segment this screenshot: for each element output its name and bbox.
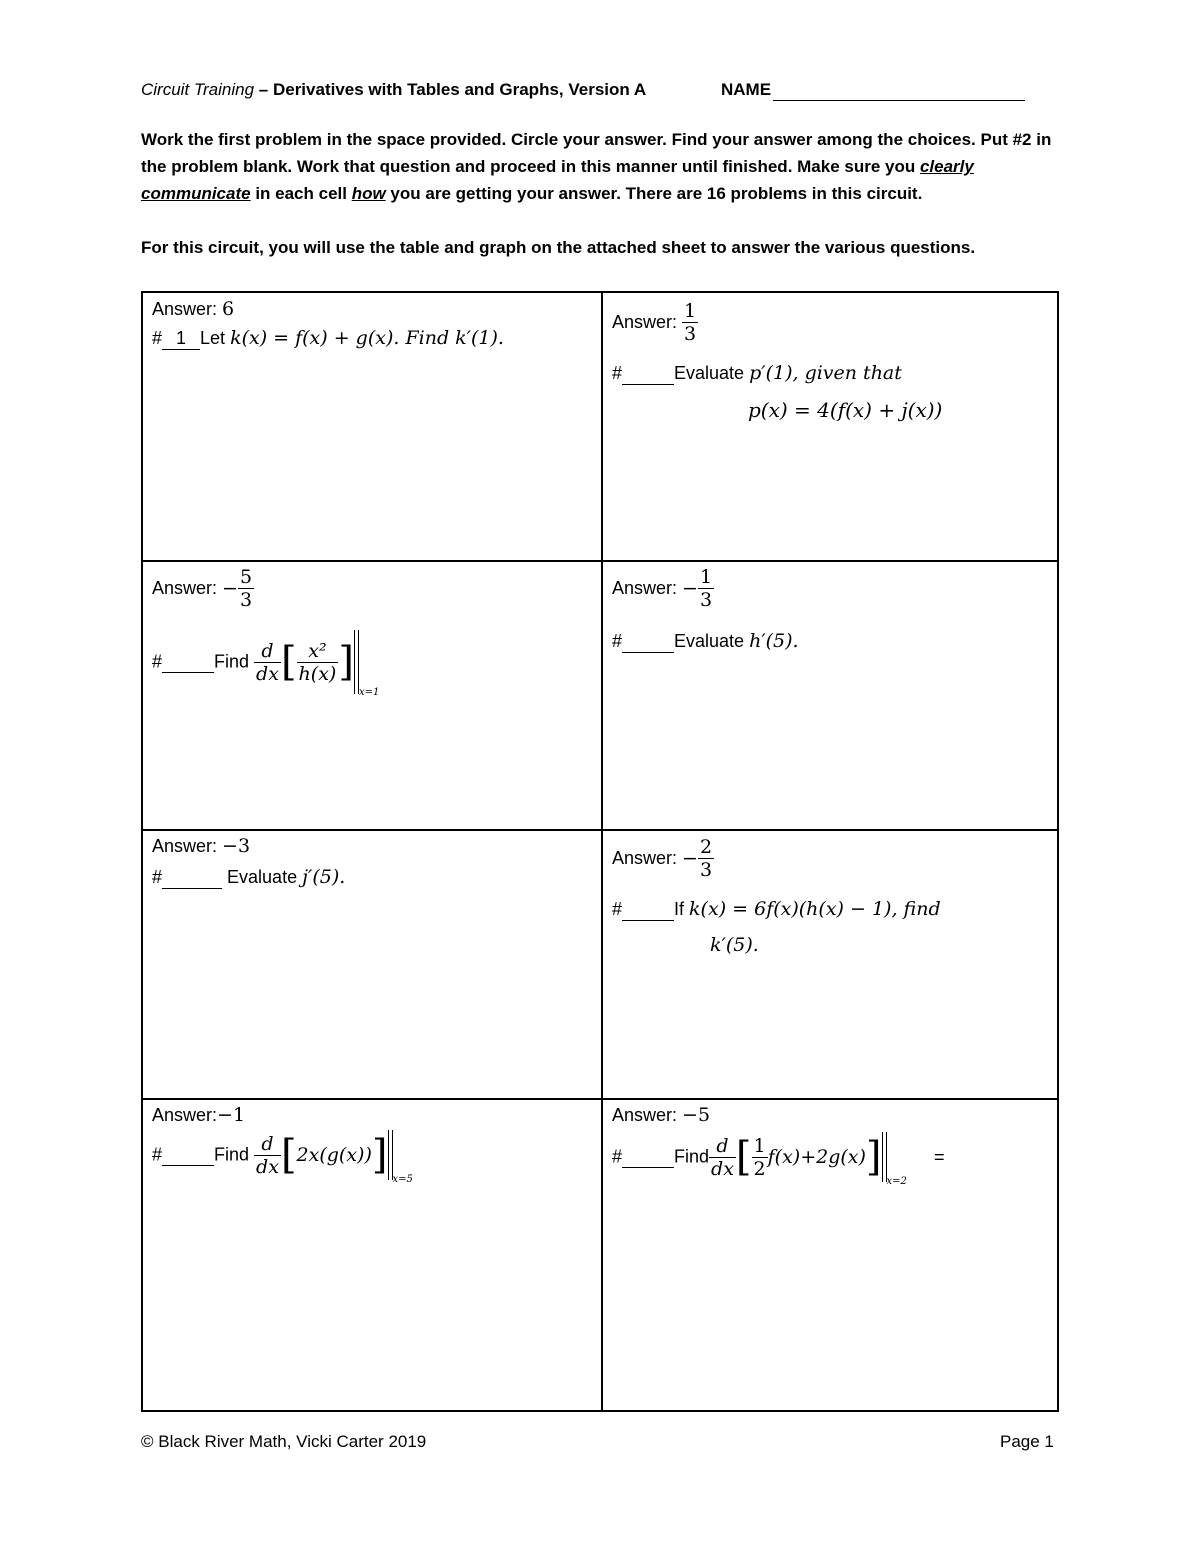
cell-4-problem: # Evaluate h′(5).: [612, 630, 799, 652]
evaluation-point: x=1: [358, 686, 380, 698]
dx-symbol: dx: [711, 1157, 734, 1180]
dx-symbol: dx: [256, 1155, 279, 1178]
answer-numerator: 2: [699, 836, 713, 858]
cell-8-answer: [612, 1104, 710, 1126]
dx-symbol: dx: [256, 662, 279, 685]
answer-sign: −: [682, 847, 698, 870]
problem-prompt: Find: [214, 651, 250, 672]
cell-7-problem: # Find $\frac{d}{dx}$ $[2x(g(x))]_{x=5}$: [152, 1132, 413, 1185]
derivative-operator: [709, 1135, 736, 1180]
inner-numerator: x²: [297, 640, 339, 663]
inner-expression: 2x(g(x)): [296, 1144, 372, 1166]
cell-2-problem: # Evaluate p′(1), given that: [612, 362, 902, 384]
grid-divider-row3: [141, 1098, 1059, 1100]
problem-prompt: Evaluate: [674, 363, 745, 383]
answer-fraction: [238, 566, 254, 611]
title-italic: Circuit Training: [141, 80, 255, 99]
cell-6-answer: [612, 836, 714, 881]
cell-7-answer: [152, 1104, 245, 1126]
problem-expression: k(x) = f(x) + g(x). Find k′(1).: [230, 327, 504, 349]
cell-6-find-expression: k′(5).: [710, 934, 759, 956]
evaluation-bar: [354, 630, 359, 694]
cell-5-problem: # Evaluate j′(5).: [152, 866, 346, 888]
cell-2-given-expression: p(x) = 4(f(x) + j(x)): [748, 398, 943, 422]
half-fraction: [752, 1135, 768, 1180]
footer-copyright: © Black River Math, Vicki Carter 2019: [141, 1432, 427, 1451]
cell-1-answer: [152, 298, 234, 320]
worksheet-title: [141, 80, 646, 100]
problem-prompt: Find: [214, 1144, 250, 1165]
answer-label: Answer:: [612, 578, 678, 598]
derivative-operator: [254, 640, 281, 685]
answer-fraction: [698, 836, 714, 881]
answer-label: Answer:: [152, 299, 218, 319]
problem-number-blank[interactable]: 1: [162, 328, 200, 350]
answer-numerator: 1: [699, 566, 713, 588]
problem-number-blank[interactable]: [622, 1146, 674, 1168]
d-symbol: d: [261, 639, 274, 662]
instructions-text-b: in each cell: [250, 184, 352, 203]
instructions-paragraph: [141, 126, 1061, 207]
answer-label: Answer:: [612, 1105, 678, 1125]
title-rest: – Derivatives with Tables and Graphs, Version A: [254, 80, 647, 99]
inner-fraction: [297, 640, 339, 685]
derivative-operator: [254, 1133, 281, 1178]
problem-expression: j′(5).: [302, 866, 346, 888]
emphasis-clearly: clearly: [919, 157, 974, 176]
grid-divider-row2: [141, 829, 1059, 831]
problem-prompt: If: [674, 899, 685, 919]
answer-denominator: 3: [699, 859, 713, 881]
cell-4-answer: [612, 566, 714, 611]
answer-label: Answer:: [152, 1105, 218, 1125]
problem-expression: p′(1), given that: [749, 362, 902, 384]
answer-value: −5: [682, 1104, 711, 1126]
problem-expression: h′(5).: [749, 630, 799, 652]
problem-number-blank[interactable]: [622, 363, 674, 385]
evaluation-bar: [882, 1132, 887, 1182]
cell-6-problem: # If k(x) = 6f(x)(h(x) − 1), find: [612, 898, 941, 920]
half-numerator: 1: [753, 1134, 766, 1157]
grid-divider-row1: [141, 560, 1059, 562]
cell-3-problem: # Find $\frac{d}{dx}$ [ $\frac{\text{x²}}{h(x)}$ ]$_{x=1}$: [152, 630, 379, 698]
answer-sign: −: [222, 577, 238, 600]
cell-8-problem: # Find $\frac{d}{dx}$ [ $\frac{1}{2}$ $f(x)+2g(x)]_{x=2}$ =: [612, 1134, 945, 1187]
problem-expression: k(x) = 6f(x)(h(x) − 1), find: [689, 898, 941, 920]
answer-numerator: 5: [239, 566, 253, 588]
answer-label: Answer:: [612, 312, 678, 332]
d-symbol: d: [261, 1132, 274, 1155]
problem-prompt: Evaluate: [674, 631, 745, 651]
answer-value: −1: [217, 1104, 246, 1126]
half-denominator: 2: [753, 1157, 766, 1180]
inner-expression: f(x)+2g(x): [767, 1146, 866, 1168]
answer-value: 6: [222, 298, 235, 320]
emphasis-how: how: [351, 184, 386, 203]
d-symbol: d: [716, 1134, 729, 1157]
circuit-note: For this circuit, you will use the table and graph on the attached sheet to answer the various questions.: [141, 238, 976, 257]
instructions-text-c: you are getting your answer. There are 16 problems in this circuit.: [385, 184, 923, 203]
answer-denominator: 3: [239, 589, 253, 611]
problem-prompt: Let: [200, 328, 226, 348]
evaluation-bar: [388, 1130, 393, 1180]
cell-1-problem: # 1 Let k(x) = f(x) + g(x). Find k′(1).: [152, 327, 504, 349]
answer-label: Answer:: [152, 836, 218, 856]
name-blank-line[interactable]: [773, 100, 1025, 101]
problem-prompt: Find: [674, 1146, 710, 1167]
grid-divider-vertical: [601, 291, 603, 1412]
problem-number-blank[interactable]: [162, 651, 214, 673]
answer-label: Answer:: [152, 578, 218, 598]
equals-sign: =: [933, 1146, 945, 1167]
footer-page-number: Page 1: [1000, 1432, 1054, 1451]
instructions-text-a: Work the first problem in the space provided. Circle your answer. Find your answer among the choices. Put #2 in the problem blank. Work that question and proceed in this manner until finished. Make sure you: [141, 130, 1052, 176]
problem-prompt: Evaluate: [227, 867, 298, 887]
inner-denominator: h(x): [298, 662, 337, 685]
evaluation-point: x=5: [392, 1173, 413, 1185]
problem-number-blank[interactable]: [162, 867, 222, 889]
cell-5-answer: [152, 835, 250, 857]
evaluation-point: x=2: [886, 1175, 907, 1187]
answer-denominator: 3: [699, 589, 713, 611]
answer-denominator: 3: [684, 323, 697, 345]
cell-2-answer: [612, 300, 698, 345]
answer-fraction: [682, 300, 698, 345]
problem-number-blank[interactable]: [622, 899, 674, 921]
name-label: NAME: [721, 80, 772, 99]
problem-grid: [141, 291, 1059, 1412]
answer-sign: −: [682, 577, 698, 600]
answer-numerator: 1: [684, 300, 697, 322]
emphasis-communicate: communicate: [141, 184, 251, 203]
answer-label: Answer:: [612, 848, 678, 868]
answer-value: −3: [222, 835, 251, 857]
cell-3-answer: [152, 566, 254, 611]
problem-number-blank[interactable]: [162, 1144, 214, 1166]
answer-fraction: [698, 566, 714, 611]
problem-number-blank[interactable]: [622, 631, 674, 653]
